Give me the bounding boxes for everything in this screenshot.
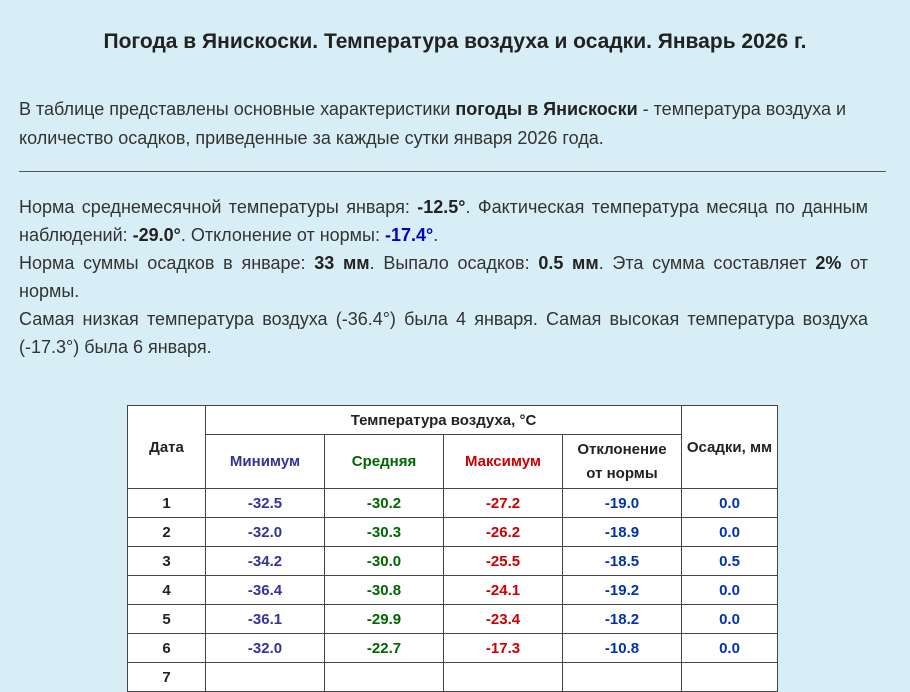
- table-row: [128, 605, 778, 634]
- cell-dev: -18.2: [563, 605, 682, 634]
- cell-date: 2: [128, 518, 206, 547]
- table-row: [128, 663, 778, 692]
- intro-bold-location: погоды в Янискоски: [455, 99, 638, 119]
- cell-dev: -19.2: [563, 576, 682, 605]
- extremes-summary: Самая низкая температура воздуха (-36.4°) была 4 января. Самая высокая температура воздуха (-17.3°) была 6 января.: [19, 309, 868, 357]
- temp-summary-end: .: [433, 225, 439, 245]
- intro-paragraph: [19, 95, 889, 153]
- cell-avg: -30.3: [325, 518, 444, 547]
- cell-precip: 0.0: [682, 634, 778, 663]
- month-summary: [19, 193, 868, 361]
- cell-precip: 0.0: [682, 489, 778, 518]
- cell-max: -23.4: [444, 605, 563, 634]
- temp-fact-label: . Фактическая температура месяца по данным наблюдений:: [19, 197, 868, 245]
- header-deviation-line2: от нормы: [586, 464, 658, 482]
- temp-deviation-label: . Отклонение от нормы:: [180, 225, 385, 245]
- cell-max: -17.3: [444, 634, 563, 663]
- cell-dev: -10.8: [563, 634, 682, 663]
- divider: [19, 171, 886, 172]
- cell-max: [444, 663, 563, 692]
- cell-min: -32.5: [206, 489, 325, 518]
- header-max: Максимум: [444, 435, 563, 489]
- header-deviation-line1: Отклонение: [577, 440, 667, 458]
- cell-dev: -19.0: [563, 489, 682, 518]
- temp-norm-value: -12.5°: [417, 197, 466, 217]
- precip-fact-value: 0.5 мм: [538, 253, 599, 273]
- cell-avg: -22.7: [325, 634, 444, 663]
- temp-deviation-value: -17.4°: [385, 225, 434, 245]
- cell-avg: [325, 663, 444, 692]
- cell-precip: [682, 663, 778, 692]
- temp-fact-value: -29.0°: [132, 225, 181, 245]
- cell-dev: -18.9: [563, 518, 682, 547]
- weather-table: [127, 405, 778, 692]
- page-title: Погода в Янискоски. Температура воздуха и осадки. Январь 2026 г.: [103, 30, 807, 53]
- precip-summary: [19, 249, 868, 305]
- intro-text: В таблице представлены основные характеристики: [19, 99, 456, 119]
- cell-date: 5: [128, 605, 206, 634]
- precip-norm-value: 33 мм: [314, 253, 370, 273]
- cell-precip: 0.0: [682, 518, 778, 547]
- cell-min: -32.0: [206, 634, 325, 663]
- cell-min: -36.4: [206, 576, 325, 605]
- cell-max: -24.1: [444, 576, 563, 605]
- header-deviation: [563, 435, 682, 489]
- temperature-summary: [19, 193, 868, 249]
- cell-avg: -30.8: [325, 576, 444, 605]
- cell-avg: -29.9: [325, 605, 444, 634]
- cell-date: 3: [128, 547, 206, 576]
- cell-max: -25.5: [444, 547, 563, 576]
- cell-dev: -18.5: [563, 547, 682, 576]
- table-row: [128, 518, 778, 547]
- intro-text-end: - температура воздуха и количество осадков, приведенные за каждые сутки января 2026 года.: [19, 99, 847, 148]
- cell-dev: [563, 663, 682, 692]
- header-precip: Осадки, мм: [682, 406, 778, 489]
- header-min: Минимум: [206, 435, 325, 489]
- temp-norm-label: Норма среднемесячной температуры января:: [19, 197, 418, 217]
- precip-percent-value: 2%: [815, 253, 842, 273]
- precip-norm-label: Норма суммы осадков в январе:: [19, 253, 315, 273]
- cell-max: -27.2: [444, 489, 563, 518]
- cell-avg: -30.0: [325, 547, 444, 576]
- cell-date: 7: [128, 663, 206, 692]
- cell-min: [206, 663, 325, 692]
- precip-percent-label: . Эта сумма составляет: [598, 253, 816, 273]
- cell-precip: 0.5: [682, 547, 778, 576]
- cell-max: -26.2: [444, 518, 563, 547]
- table-row: [128, 634, 778, 663]
- header-avg: Средняя: [325, 435, 444, 489]
- cell-min: -34.2: [206, 547, 325, 576]
- header-temperature-group: Температура воздуха, °C: [206, 406, 682, 435]
- cell-date: 4: [128, 576, 206, 605]
- cell-min: -36.1: [206, 605, 325, 634]
- cell-date: 1: [128, 489, 206, 518]
- cell-avg: -30.2: [325, 489, 444, 518]
- table-row: [128, 576, 778, 605]
- cell-precip: 0.0: [682, 605, 778, 634]
- header-date: Дата: [128, 406, 206, 489]
- table-row: [128, 489, 778, 518]
- cell-precip: 0.0: [682, 576, 778, 605]
- cell-date: 6: [128, 634, 206, 663]
- precip-fact-label: . Выпало осадков:: [369, 253, 539, 273]
- precip-summary-end: от нормы.: [19, 253, 868, 301]
- cell-min: -32.0: [206, 518, 325, 547]
- table-row: [128, 547, 778, 576]
